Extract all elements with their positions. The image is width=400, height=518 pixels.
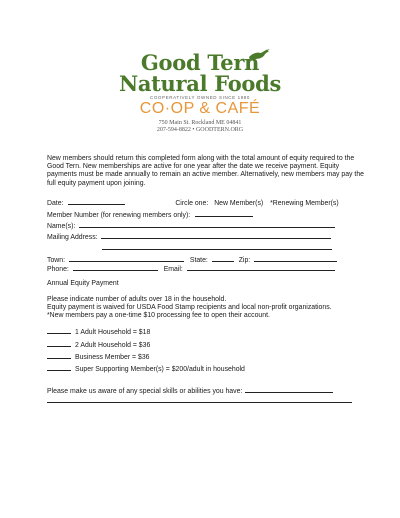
phone-label: Phone: (47, 266, 69, 273)
skills-field-1[interactable] (245, 385, 333, 393)
circle-one-label: Circle one: (175, 200, 209, 207)
logo-tagline: COOPERATIVELY OWNED SINCE 1980 (149, 95, 251, 100)
equity-heading: Annual Equity Payment (47, 280, 119, 287)
member-number-field[interactable] (195, 209, 253, 217)
mailing-address-field-2[interactable] (102, 242, 332, 250)
skills-row-2 (47, 395, 352, 406)
skills-field-2[interactable] (47, 395, 352, 403)
logo-phone-web: 207-594-8822 • GOODTERN.ORG (156, 127, 244, 133)
names-label: Name(s): (47, 223, 76, 230)
option-business-field[interactable] (47, 351, 71, 359)
email-field[interactable] (187, 263, 335, 271)
equity-p2: Equity payment is waived for USDA Food Stamp recipients and local non-profit organizations. (47, 304, 332, 311)
option-2-adult-label: 2 Adult Household = $36 (75, 342, 151, 349)
new-member-option[interactable]: New Member(s) (214, 200, 264, 207)
logo (0, 0, 400, 140)
renewing-member-option[interactable]: *Renewing Member(s) (270, 200, 339, 207)
option-2-adult-field[interactable] (47, 339, 71, 347)
date-field[interactable] (68, 197, 125, 205)
date-row (47, 197, 339, 208)
logo-line-2: Natural Foods (118, 71, 282, 96)
option-super-supporting (47, 363, 245, 374)
member-number-label: Member Number (for renewing members only): (47, 212, 191, 219)
equity-p1: Please indicate number of adults over 18 in the household. (47, 296, 227, 303)
logo-coop-cafe: CO·OP & CAFÉ (139, 100, 261, 117)
skills-label: Please make us aware of any special skills or abilities you have: (47, 388, 243, 395)
mailing-address-field-1[interactable] (101, 231, 331, 239)
mailing-address-row-2 (102, 242, 332, 253)
option-1-adult-field[interactable] (47, 326, 71, 334)
option-2-adult (47, 339, 150, 350)
option-super-supporting-label: Super Supporting Member(s) = $200/adult in household (75, 366, 245, 373)
option-business (47, 351, 150, 362)
town-label: Town: (47, 257, 65, 264)
town-field[interactable] (69, 254, 184, 262)
option-1-adult-label: 1 Adult Household = $18 (75, 329, 151, 336)
state-field[interactable] (212, 254, 234, 262)
email-label: Email: (163, 266, 183, 273)
equity-p3: *New members pay a one-time $10 processing fee to open their account. (47, 312, 270, 319)
option-1-adult (47, 326, 150, 337)
phone-row (47, 263, 335, 274)
mailing-address-row (47, 231, 331, 242)
member-number-row (47, 209, 253, 220)
zip-label: Zip: (238, 257, 251, 264)
zip-field[interactable] (254, 254, 337, 262)
names-row (47, 220, 335, 231)
mailing-address-label: Mailing Address: (47, 234, 98, 241)
logo-line-1: Good Tern (140, 50, 260, 75)
option-business-label: Business Member = $36 (75, 354, 150, 361)
option-super-supporting-field[interactable] (47, 363, 71, 371)
intro-paragraph: New members should return this completed form along with the total amount of equity required to the Good Tern. New memberships are active for one year after the date we receive payment. Equity payments must be made annually to remain an active member. Alternatively, new members may pay the full equity payment upon joining. (47, 155, 364, 187)
date-label: Date: (47, 200, 64, 207)
names-field[interactable] (79, 220, 335, 228)
state-label: State: (189, 257, 208, 264)
phone-field[interactable] (73, 263, 158, 271)
logo-address: 750 Main St. Rockland ME 04841 (158, 120, 242, 126)
